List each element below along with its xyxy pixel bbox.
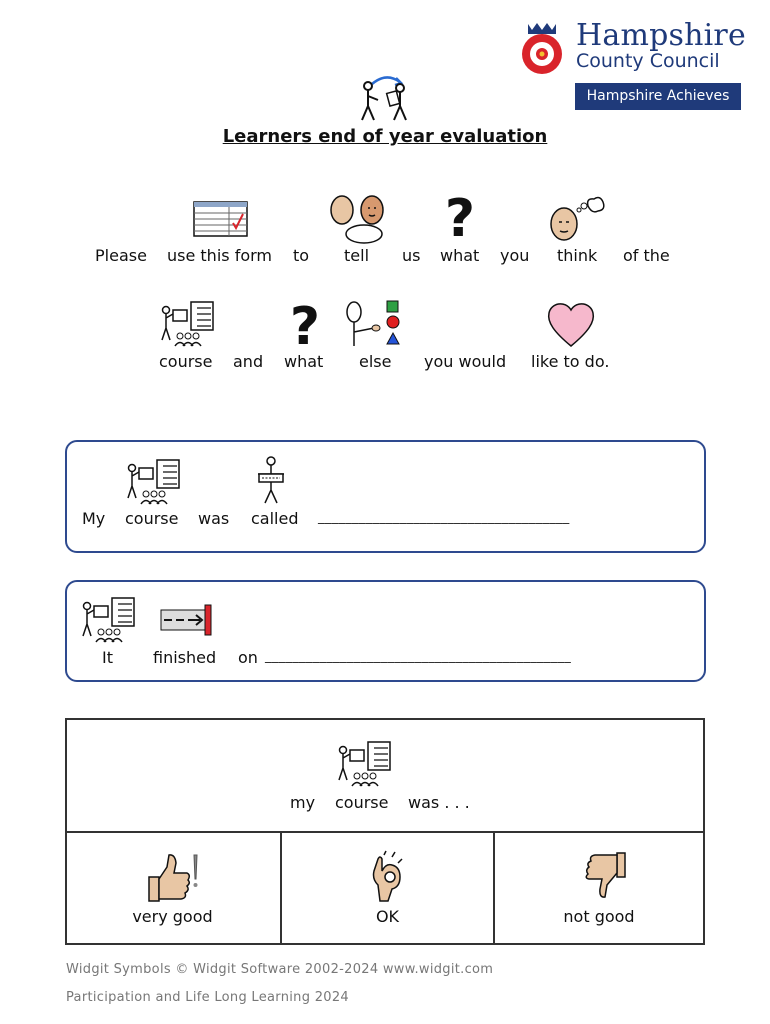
course-icon: [126, 458, 182, 506]
course-name-box: [65, 440, 706, 553]
footer-program: Participation and Life Long Learning 2024: [66, 990, 349, 1005]
box2-word: finished: [153, 648, 217, 667]
intro-word: else: [359, 352, 392, 371]
logo-tagline: Hampshire Achieves: [575, 83, 741, 110]
prompt-word: my: [290, 793, 316, 812]
box1-word: called: [251, 509, 299, 528]
think-icon: [548, 196, 606, 242]
intro-word: think: [557, 246, 598, 265]
intro-word: like to do.: [531, 352, 610, 371]
intro-word: us: [402, 246, 421, 265]
intro-word: to: [293, 246, 310, 265]
box1-word: was: [198, 509, 230, 528]
box1-word: My: [82, 509, 106, 528]
intro-word: you would: [424, 352, 507, 371]
intro-word: Please: [95, 246, 147, 265]
question-mark-icon: [288, 302, 322, 350]
intro-word: and: [233, 352, 264, 371]
choice-icon: [344, 300, 404, 348]
intro-word: what: [284, 352, 324, 371]
svg-text:?: ?: [289, 302, 321, 350]
crest-icon: [518, 20, 566, 76]
hampshire-logo: [518, 18, 744, 110]
intro-word: course: [159, 352, 213, 371]
name-badge-icon: [256, 456, 286, 504]
course-icon: [160, 300, 216, 348]
question-mark-icon: [443, 194, 477, 242]
rating-prompt-cell: [67, 720, 703, 833]
intro-word: tell: [344, 246, 370, 265]
page-title: Learners end of year evaluation: [222, 126, 548, 147]
form-icon: [193, 201, 248, 237]
rating-option-very-good[interactable]: [67, 833, 280, 943]
ok-hand-icon: [370, 849, 406, 903]
finish-line-icon: [160, 604, 214, 636]
evaluation-icon: [358, 74, 414, 122]
intro-word: use this form: [167, 246, 272, 265]
prompt-word: was . . .: [408, 793, 470, 812]
course-icon: [337, 740, 393, 788]
intro-word: what: [440, 246, 480, 265]
intro-word: of the: [623, 246, 670, 265]
svg-text:?: ?: [444, 194, 476, 242]
box2-word: It: [102, 648, 113, 667]
footer-credits: Widgit Symbols © Widgit Software 2002-2024 www.widgit.com: [66, 962, 494, 977]
rating-label: not good: [563, 907, 635, 926]
rating-label: very good: [132, 907, 213, 926]
logo-subtitle: County Council: [576, 50, 720, 72]
rating-label: OK: [375, 907, 400, 926]
thumbs-down-icon: [575, 851, 627, 901]
prompt-word: course: [335, 793, 389, 812]
box1-word: course: [125, 509, 179, 528]
finish-date-blank[interactable]: _____________________________________________: [265, 649, 571, 664]
rating-option-not-good[interactable]: [493, 833, 703, 943]
thumbs-up-icon: [145, 851, 201, 903]
heart-icon: [546, 300, 596, 348]
tell-icon: [330, 194, 384, 244]
rating-option-ok[interactable]: [280, 833, 493, 943]
intro-word: you: [500, 246, 530, 265]
course-icon: [81, 596, 137, 644]
logo-title: Hampshire: [576, 18, 746, 53]
course-name-blank[interactable]: _____________________________________: [318, 510, 570, 525]
box2-word: on: [238, 648, 258, 667]
finish-date-box: [65, 580, 706, 682]
rating-table: [65, 718, 705, 945]
